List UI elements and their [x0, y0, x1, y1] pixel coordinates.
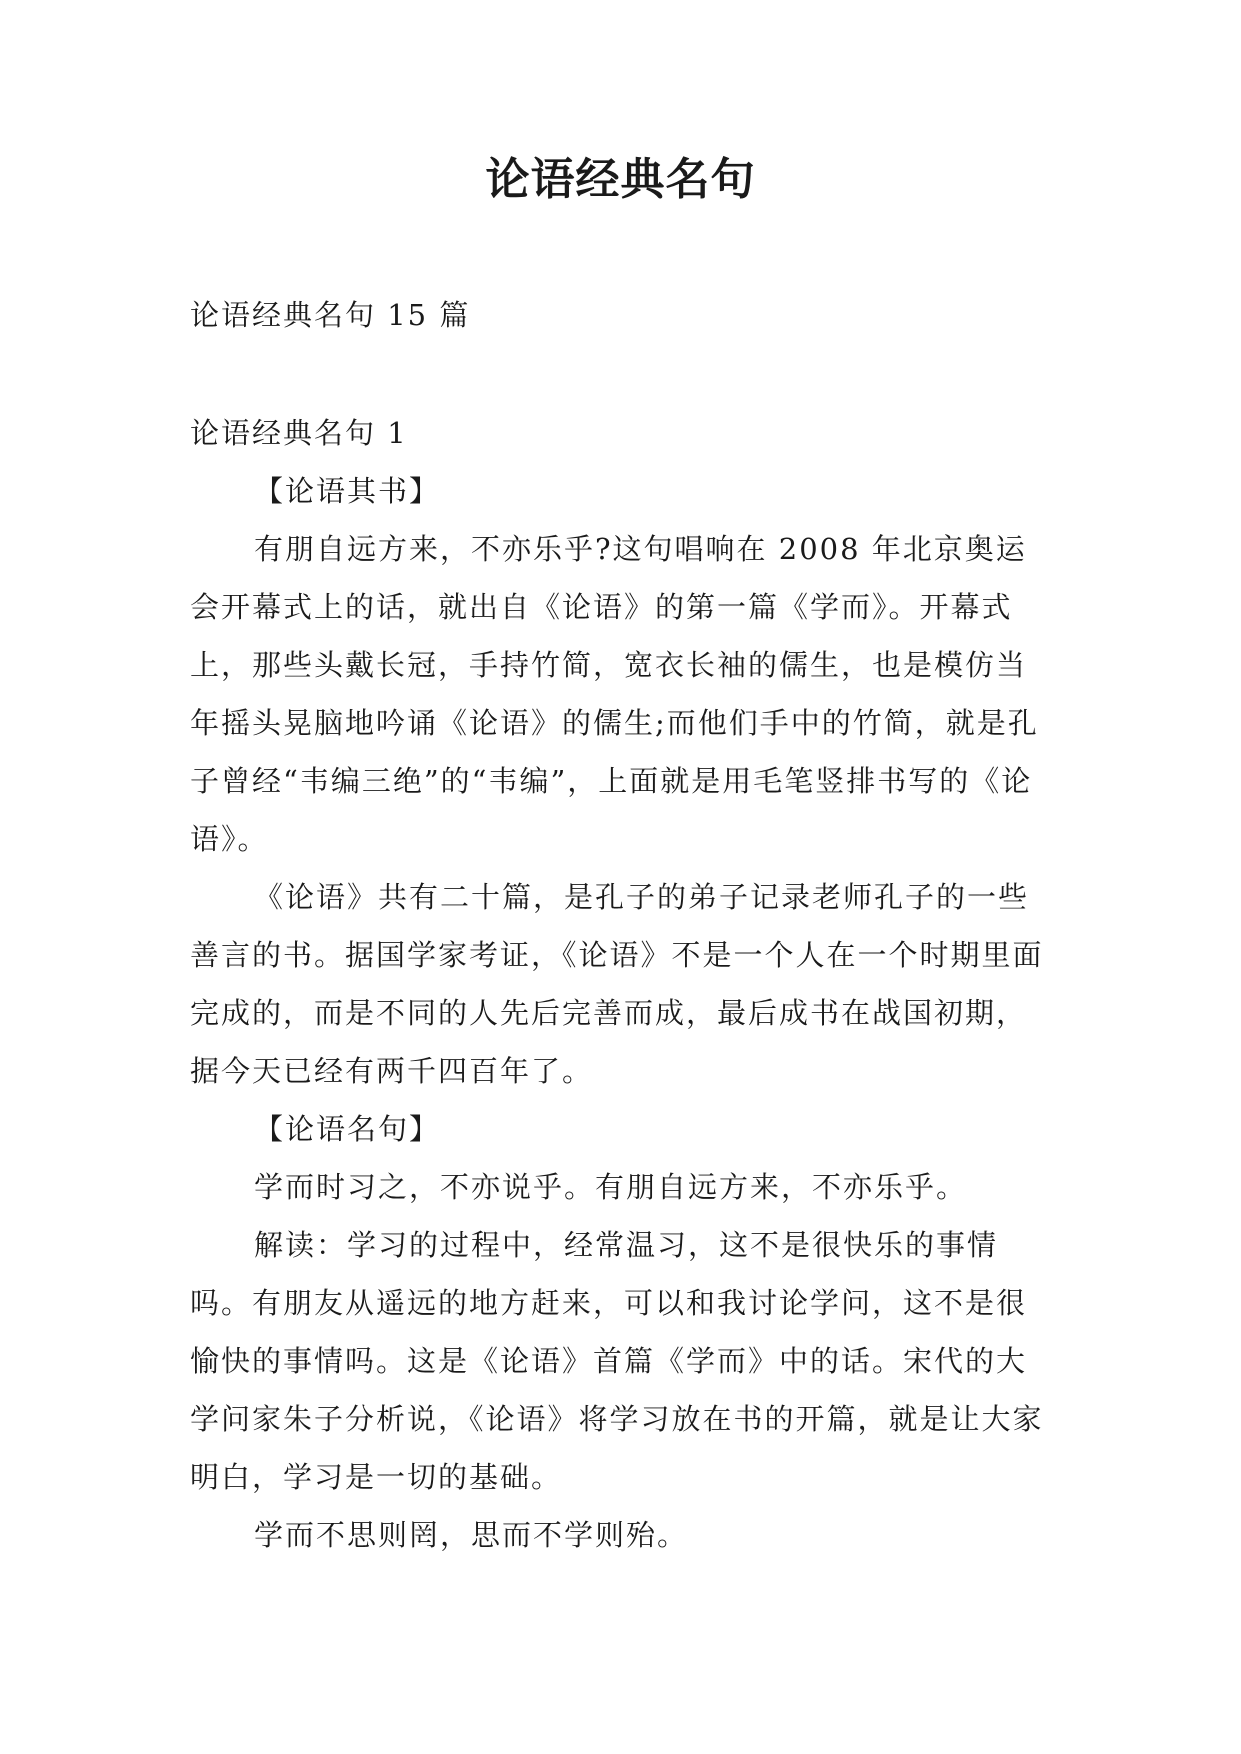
section-title: 论语经典名句 1: [190, 416, 408, 450]
document-subtitle: 论语经典名句 15 篇: [190, 298, 471, 332]
document-title: 论语经典名句: [485, 154, 756, 205]
quote-paragraph: 学而不思则罔，思而不学则殆。: [254, 1518, 689, 1552]
heading-book-intro: 【论语其书】: [254, 474, 441, 508]
quote-paragraph: 学而时习之，不亦说乎。有朋自远方来，不亦乐乎。: [254, 1170, 968, 1204]
section-body: [190, 462, 1052, 1564]
heading-famous-quotes: 【论语名句】: [254, 1112, 441, 1146]
paragraph: 有朋自远方来，不亦乐乎?这句唱响在 2008 年北京奥运会开幕式上的话，就出自《论语》的第一篇《学而》。开幕式上，那些头戴长冠，手持竹简，宽衣长袖的儒生，也是模仿当年摇头晃脑地吟诵《论语》的儒生;而他们手中的竹简，就是孔子曾经“韦编三绝”的“韦编”，上面就是用毛笔竖排书写的《论语》。: [190, 532, 1039, 856]
paragraph: 《论语》共有二十篇，是孔子的弟子记录老师孔子的一些善言的书。据国学家考证，《论语》不是一个人在一个时期里面完成的，而是不同的人先后完善而成，最后成书在战国初期，据今天已经有两千四百年了。: [190, 880, 1044, 1088]
interpretation-paragraph: 解读：学习的过程中，经常温习，这不是很快乐的事情吗。有朋友从遥远的地方赶来，可以和我讨论学问，这不是很愉快的事情吗。这是《论语》首篇《学而》中的话。宋代的大学问家朱子分析说，《论语》将学习放在书的开篇，就是让大家明白，学习是一切的基础。: [190, 1228, 1044, 1494]
